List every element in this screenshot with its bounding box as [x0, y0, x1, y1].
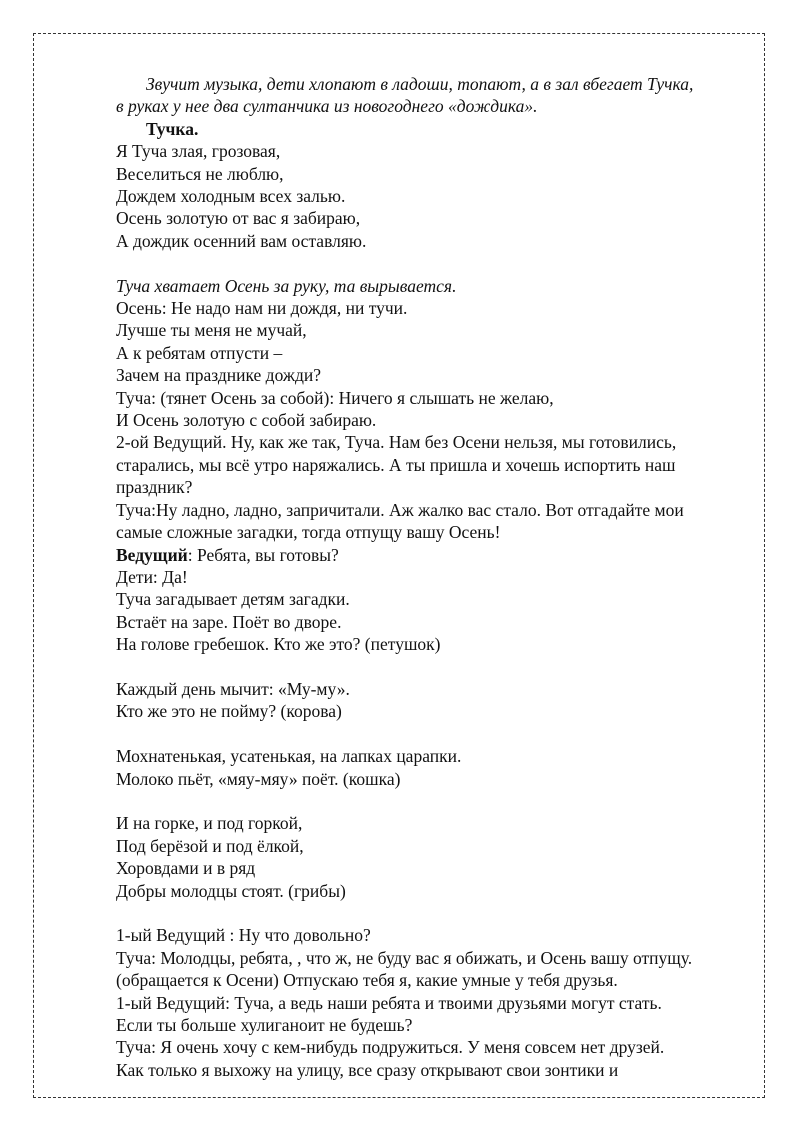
paragraph-gap [116, 790, 756, 812]
riddle-line: Хоровдами и в ряд [116, 858, 256, 879]
verse-line: Осень золотую от вас я забираю, [116, 208, 361, 229]
verse-line: А дождик осенний вам оставляю. [116, 230, 367, 251]
script-text [116, 73, 756, 1081]
dialogue-line: самые сложные загадки, тогда отпущу вашу Осень! [116, 522, 501, 543]
dialogue-line: Осень: Не надо нам ни дождя, ни тучи. [116, 298, 408, 319]
dialogue-line: Зачем на празднике дожди? [116, 365, 322, 386]
dialogue-line: Туча: Молодцы, ребята, , что ж, не буду вас я обижать, и Осень вашу отпущу. [116, 947, 693, 968]
riddle-line: И на горке, и под горкой, [116, 813, 303, 834]
tuchka-heading: Тучка. [146, 118, 199, 139]
dialogue-line: (обращается к Осени) Отпускаю тебя я, какие умные у тебя друзья. [116, 970, 618, 991]
dialogue-line: старались, мы всё утро наряжались. А ты пришла и хочешь испортить наш [116, 454, 676, 475]
riddle-line: Каждый день мычит: «Му-му». [116, 678, 350, 699]
verse-line: Я Туча злая, грозовая, [116, 141, 281, 162]
dialogue-line: праздник? [116, 477, 193, 498]
dialogue-line: Дети: Да! [116, 566, 188, 587]
dialogue-line: Туча загадывает детям загадки. [116, 589, 350, 610]
dialogue-line: 2-ой Ведущий. Ну, как же так, Туча. Нам без Осени нельзя, мы готовились, [116, 432, 677, 453]
dialogue-line: Туча: Я очень хочу с кем-нибудь подружиться. У меня совсем нет друзей. [116, 1037, 665, 1058]
host-speech: : Ребята, вы готовы? [187, 544, 339, 565]
dialogue-line: 1-ый Ведущий: Туча, а ведь наши ребята и твоими друзьями могут стать. [116, 992, 662, 1013]
verse-line: Веселиться не люблю, [116, 163, 284, 184]
dialogue-line: Туча:Ну ладно, ладно, запричитали. Аж жалко вас стало. Вот отгадайте мои [116, 499, 684, 520]
dialogue-line: Лучше ты меня не мучай, [116, 320, 307, 341]
riddle-line: Кто же это не пойму? (корова) [116, 701, 342, 722]
dialogue-line: 1-ый Ведущий : Ну что довольно? [116, 925, 371, 946]
dialogue-line: И Осень золотую с собой забираю. [116, 410, 377, 431]
paragraph-gap [116, 723, 756, 745]
paragraph-gap [116, 252, 756, 274]
riddle-line: Встаёт на заре. Поёт во дворе. [116, 611, 342, 632]
dialogue-line: А к ребятам отпусти – [116, 342, 283, 363]
host-speaker: Ведущий [116, 544, 188, 565]
intro-line: в руках у нее два султанчика из новогоднего «дождика». [116, 96, 538, 117]
host-dialogue-line [116, 544, 756, 566]
riddle-line: На голове гребешок. Кто же это? (петушок) [116, 634, 441, 655]
paragraph-gap [116, 902, 756, 924]
riddle-line: Добры молодцы стоят. (грибы) [116, 880, 346, 901]
paragraph-gap [116, 656, 756, 678]
riddle-line: Под берёзой и под ёлкой, [116, 835, 304, 856]
dialogue-line: Если ты больше хулиганоит не будешь? [116, 1014, 413, 1035]
intro-line: Звучит музыка, дети хлопают в ладоши, топают, а в зал вбегает Тучка, [146, 74, 694, 94]
verse-line: Дождем холодным всех залью. [116, 186, 346, 207]
dialogue-line: Туча: (тянет Осень за собой): Ничего я слышать не желаю, [116, 387, 554, 408]
riddle-line: Мохнатенькая, усатенькая, на лапках царапки. [116, 746, 462, 767]
dialogue-line: Как только я выхожу на улицу, все сразу открывают свои зонтики и [116, 1059, 619, 1080]
riddle-line: Молоко пьёт, «мяу-мяу» поёт. (кошка) [116, 768, 401, 789]
stage-direction: Туча хватает Осень за руку, та вырывается. [116, 275, 457, 296]
